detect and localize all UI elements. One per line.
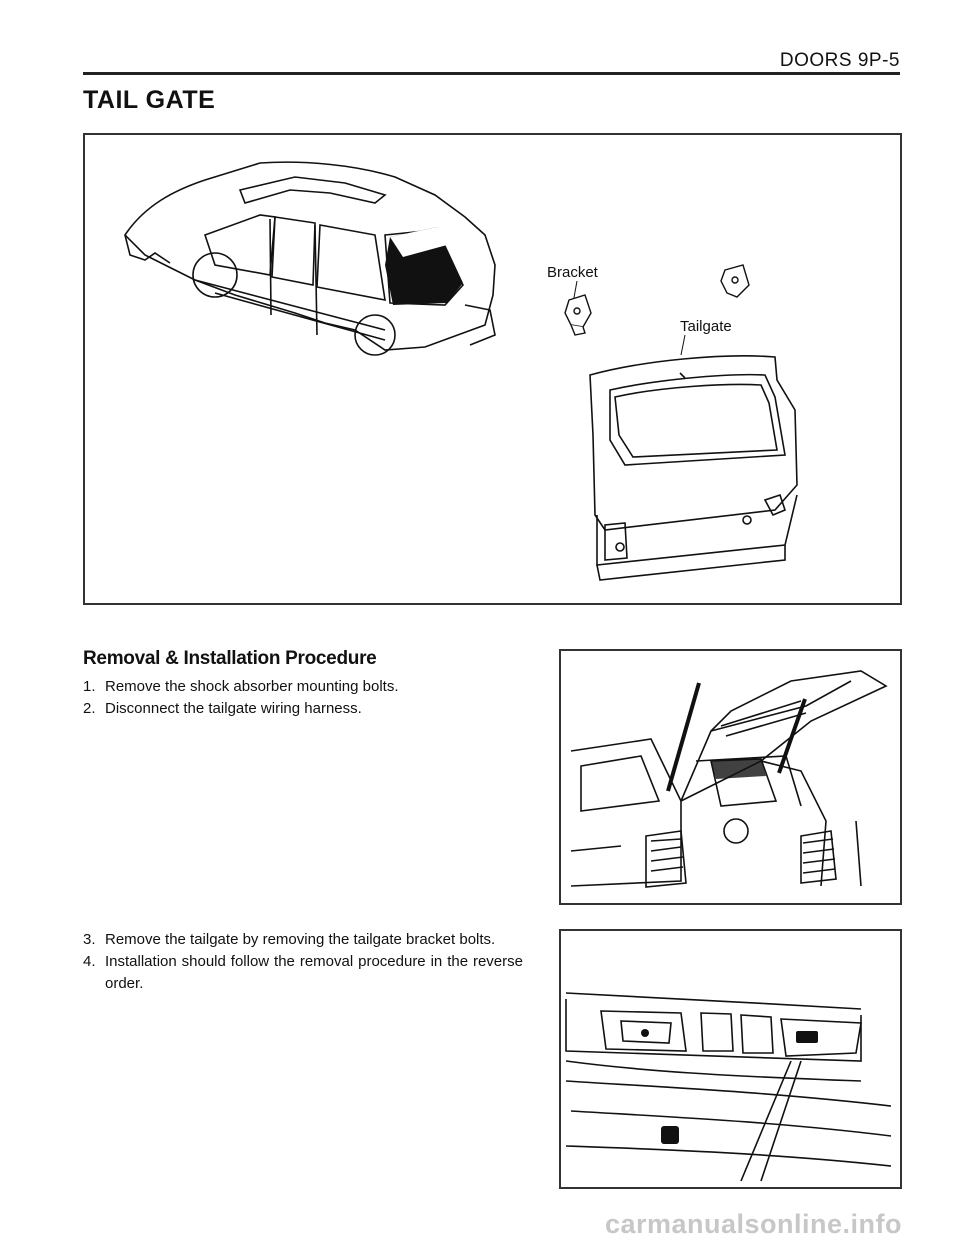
procedure-step-4 <box>83 951 523 995</box>
bracket-label: Bracket <box>547 264 598 281</box>
procedure-step-1 <box>83 676 523 698</box>
bracket-left-drawing <box>565 295 591 335</box>
tailgate-overview-illustration <box>85 135 900 603</box>
tailgate-overview-figure <box>83 133 902 605</box>
page-header: DOORS 9P-5 <box>779 50 900 71</box>
open-tailgate-illustration <box>561 651 900 903</box>
hinge-bracket-illustration <box>561 931 900 1187</box>
page-title: TAIL GATE <box>83 86 216 114</box>
tailgate-drawing <box>590 356 797 580</box>
bracket-right-drawing <box>721 265 749 297</box>
watermark: carmanualsonline.info <box>604 1209 902 1239</box>
tailgate-label: Tailgate <box>680 318 732 335</box>
step-text: Remove the shock absorber mounting bolts. <box>105 678 399 695</box>
shock-absorber-figure <box>559 649 902 905</box>
header-rule <box>83 72 900 75</box>
step-text: Installation should follow the removal procedure in the reverse order. <box>105 953 523 992</box>
step-text: Disconnect the tailgate wiring harness. <box>105 700 362 717</box>
step-number: 1. <box>83 678 96 695</box>
tailgate-bracket-figure <box>559 929 902 1189</box>
step-text: Remove the tailgate by removing the tailgate bracket bolts. <box>105 931 496 948</box>
step-number: 2. <box>83 700 96 717</box>
procedure-step-3 <box>83 929 523 951</box>
procedure-heading: Removal & Installation Procedure <box>83 648 377 669</box>
procedure-step-2 <box>83 698 523 720</box>
step-number: 4. <box>83 953 96 970</box>
step-number: 3. <box>83 931 96 948</box>
shock-absorber-left <box>668 683 699 791</box>
